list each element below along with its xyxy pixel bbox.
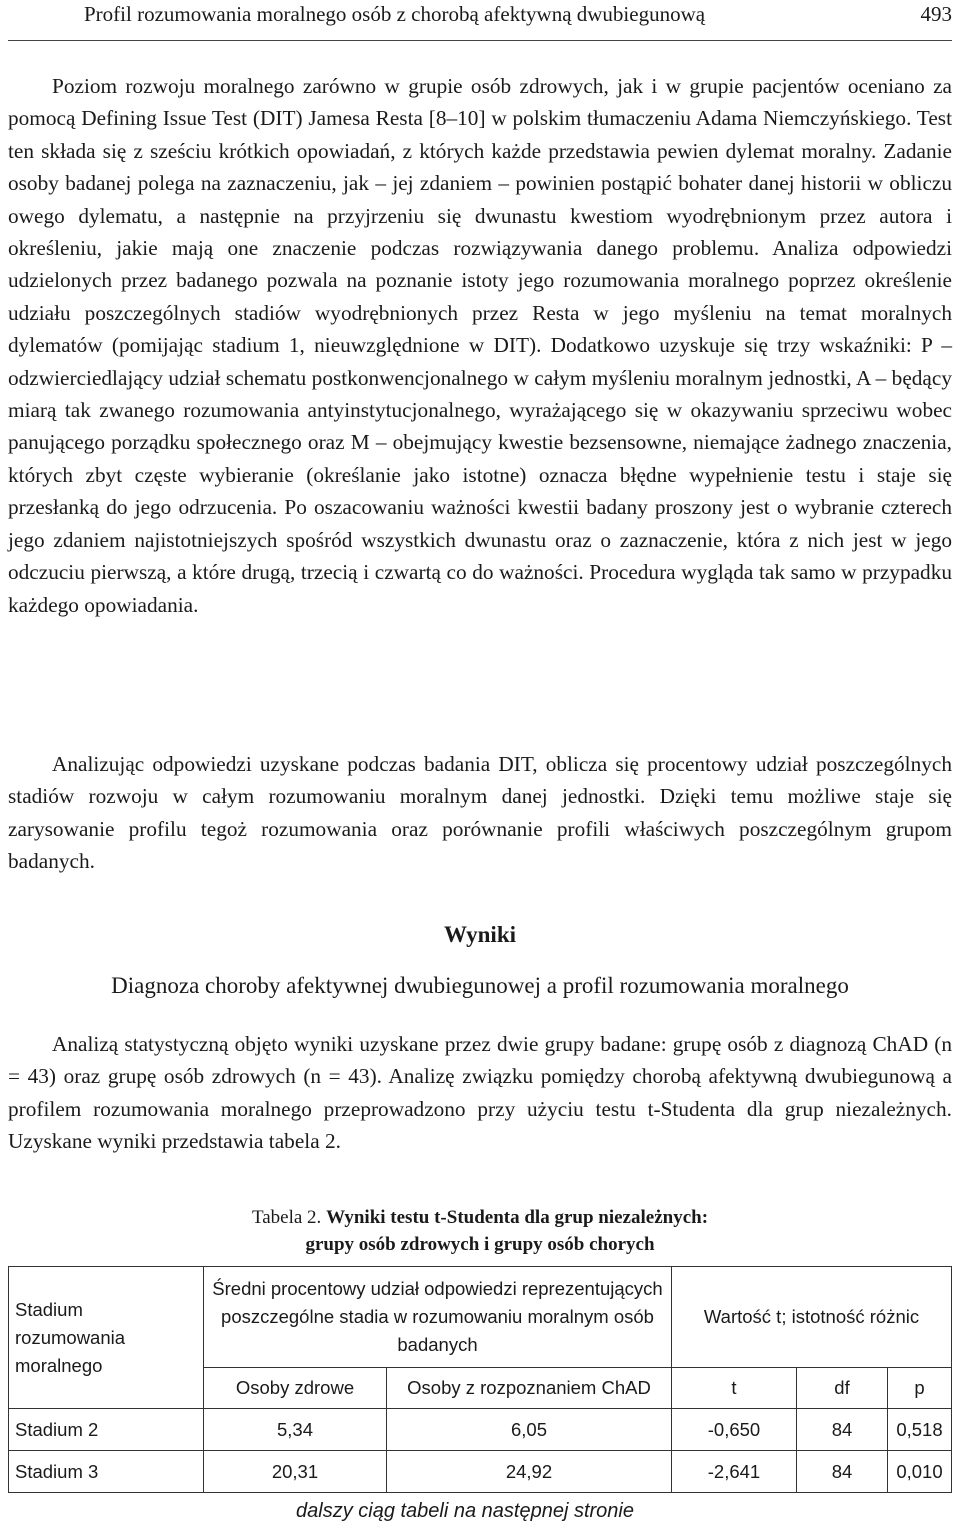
- cell-t: -0,650: [672, 1409, 797, 1451]
- subheader-chad: Osoby z rozpoznaniem ChAD: [387, 1368, 672, 1409]
- cell-stage: Stadium 2: [9, 1409, 204, 1451]
- paragraph-results-intro: Analizą statystyczną objęto wyniki uzyskane przez dwie grupy badane: grupę osób z diagnozą ChAD (n = 43) oraz grupę osób zdrowych (n = 43). Analizę związku pomiędzy chorobą afektywną dwubiegunową a profilem rozumowania moralnego przeprowadzono przy użyciu testu t-Studenta dla grup niezależnych. Uzyskane wyniki przedstawia tabela 2.: [8, 1032, 952, 1154]
- table-caption-title-1: Wyniki testu t-Studenta dla grup niezależnych:: [326, 1207, 709, 1228]
- paragraph-dit-analysis: Analizując odpowiedzi uzyskane podczas badania DIT, oblicza się procentowy udział poszczególnych stadiów rozwoju w całym rozumowaniu moralnym danej jednostki. Dzięki temu możliwe staje się zarysowanie profilu tegoż rozumowania oraz porównanie profili właściwych poszczególnym grupom badanych.: [8, 752, 952, 874]
- subheader-df: df: [797, 1368, 888, 1409]
- running-header: [84, 2, 952, 30]
- table-caption: [100, 1204, 860, 1258]
- table-caption-title-2: grupy osób zdrowych i grupy osób chorych: [305, 1234, 655, 1255]
- cell-stage: Stadium 3: [9, 1451, 204, 1493]
- cell-healthy: 5,34: [204, 1409, 387, 1451]
- table-row: [9, 1409, 952, 1451]
- subheader-t: t: [672, 1368, 797, 1409]
- cell-df: 84: [797, 1451, 888, 1493]
- results-table: [8, 1266, 952, 1493]
- subsection-title: Diagnoza choroby afektywnej dwubiegunowej a profil rozumowania moralnego: [111, 973, 849, 998]
- table-continued-note: dalszy ciąg tabeli na następnej stronie: [296, 1500, 634, 1522]
- cell-chad: 24,92: [387, 1451, 672, 1493]
- cell-chad: 6,05: [387, 1409, 672, 1451]
- subheader-p: p: [888, 1368, 952, 1409]
- table-caption-label: Tabela 2.: [251, 1207, 322, 1228]
- page-number: 493: [920, 2, 952, 26]
- cell-healthy: 20,31: [204, 1451, 387, 1493]
- subheader-healthy: Osoby zdrowe: [204, 1368, 387, 1409]
- paragraph-method-dit: Poziom rozwoju moralnego zarówno w grupie osób zdrowych, jak i w grupie pacjentów oceniano za pomocą Defining Issue Test (DIT) Jamesa Resta [8–10] w polskim tłumaczeniu Adama Niemczyńskiego. Test ten składa się z sześciu krótkich opowiadań, z których każde przedstawia pewien dylemat moralny. Zadanie osoby badanej polega na zaznaczeniu, jak – jej zdaniem – powinien postąpić bohater danej historii w obliczu owego dylematu, a następnie na przyjrzeniu się dwunastu kwestiom wyodrębnionym przez autora i określeniu, jakie mają one znaczenie podczas rozwiązywania danego problemu. Analiza odpowiedzi udzielonych przez badanego pozwala na poznanie istoty jego rozumowania moralnego poprzez określenie udziału poszczególnych stadiów wyodrębnionych przez Resta w jego myśleniu na temat moralnych dylematów (pomijając stadium 1, nieuwzględnione w DIT). Dodatkowo uzyskuje się trzy wskaźniki: P – odzwierciedlający udział schematu postkonwencjonalnego w całym myśleniu moralnym jednostki, A – będący miarą tak zwanego rozumowania antyinstytucjonalnego, wyrażającego się w okazywaniu sprzeciwu wobec panującego porządku społecznego oraz M – obejmujący kwestie bezsensowne, niemające żadnego znaczenia, których zbyt częste wybieranie (określanie jako istotne) oznacza błędne wypełnienie testu i staje się przesłanką do jego odrzucenia. Po oszacowaniu ważności kwestii badany proszony jest o wybranie czterech jego zdaniem najistotniejszych spośród wszystkich dwunastu oraz o zaznaczenie, która z nich jest w jego odczuciu pierwszą, a które drugą, trzecią i czwartą co do ważności. Procedura wygląda tak samo w przypadku każdego opowiadania.: [8, 74, 952, 617]
- header-stage: Stadium rozumowania moralnego: [9, 1267, 204, 1409]
- header-t-value: Wartość t; istotność różnic: [672, 1267, 952, 1368]
- running-title: Profil rozumowania moralnego osób z chorobą afektywną dwubiegunową: [84, 2, 706, 26]
- cell-p: 0,518: [888, 1409, 952, 1451]
- table-row: [9, 1451, 952, 1493]
- cell-p: 0,010: [888, 1451, 952, 1493]
- header-mean: Średni procentowy udział odpowiedzi reprezentujących poszczególne stadia w rozumowaniu moralnym osób badanych: [204, 1267, 672, 1368]
- cell-t: -2,641: [672, 1451, 797, 1493]
- header-rule: [8, 40, 952, 41]
- cell-df: 84: [797, 1409, 888, 1451]
- section-title: Wyniki: [443, 922, 516, 947]
